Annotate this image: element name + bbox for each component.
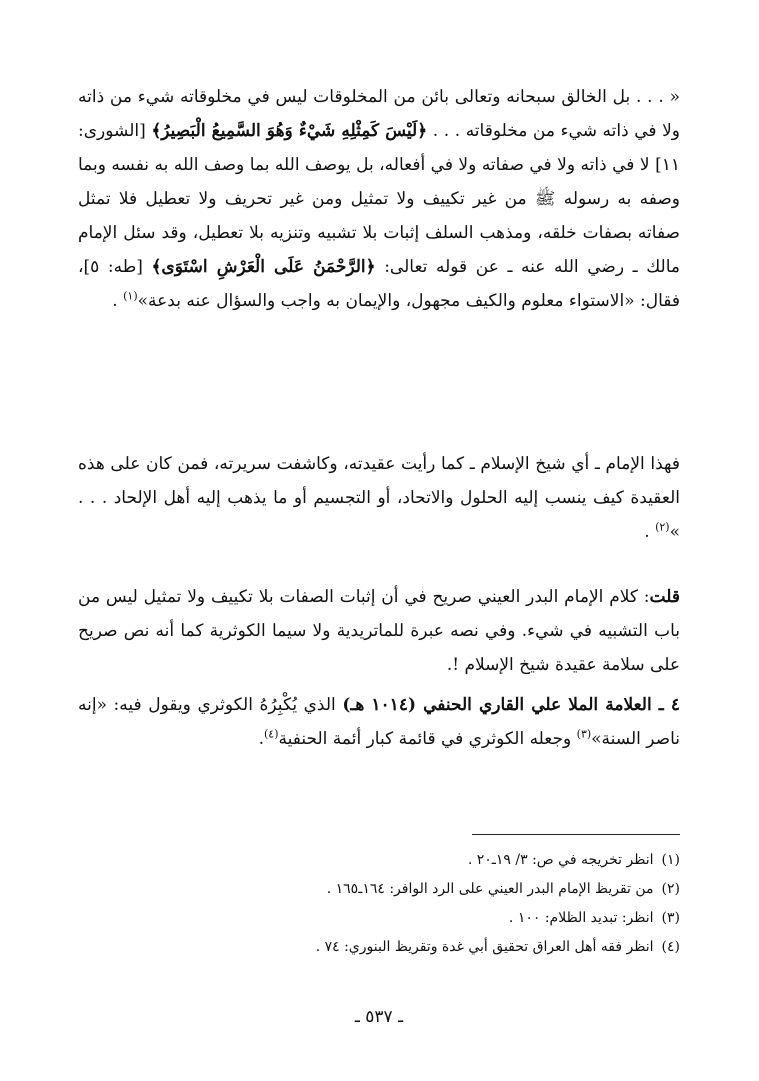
footnote-item (78, 933, 680, 962)
footnote-ref[interactable]: (٢) (655, 520, 670, 534)
footnote-ref[interactable]: (٤) (264, 727, 279, 741)
text-segment: . (112, 291, 124, 311)
footnote-text: انظر تخريجه في ص: ٣/ ١٩ـ٢٠ . (467, 852, 654, 868)
document-page (78, 62, 680, 1062)
text-segment: . (644, 522, 656, 542)
text-segment: الذي يُكْبِرُهُ الكوثري ويقول فيه: «إنه ناصر السنة» (78, 695, 680, 749)
page-number: ـ ٥٣٧ ـ (354, 1007, 404, 1027)
paragraph-conclusion (78, 447, 680, 549)
entry-heading: ٤ ـ العلامة الملا علي القاري الحنفي (١٠١٤ هـ) (342, 695, 680, 715)
comment-lead: قلت (649, 587, 680, 607)
paragraph-comment (78, 580, 680, 682)
quran-verse: ﴿الرَّحْمَنُ عَلَى الْعَرْشِ اسْتَوَى﴾ (151, 257, 376, 277)
footnote-item (78, 875, 680, 904)
footnote-text: من تقريظ الإمام البدر العيني على الرد الوافر: ١٦٤ـ١٦٥ . (326, 881, 654, 897)
text-segment: . (258, 729, 264, 749)
footnote-number: (١) (661, 852, 680, 868)
text-segment: [طه: ٥]، فقال: «الاستواء معلوم والكيف مجهول، والإيمان به واجب والسؤال عنه بدعة» (78, 257, 680, 311)
footnote-item (78, 904, 680, 933)
paragraph-entry (78, 688, 680, 756)
footnote-text: انظر: تبديد الظلام: ١٠٠ . (508, 910, 654, 926)
footnote-item (78, 846, 680, 875)
quran-verse: ﴿لَيْسَ كَمِثْلِهِ شَيْءٌ وَهُوَ السَّمِيعُ الْبَصِيرُ﴾ (151, 121, 428, 141)
footnote-divider (472, 834, 680, 835)
paragraph-quote (78, 80, 680, 318)
footnote-list (78, 846, 680, 962)
text-segment: « . . . بل الخالق سبحانه وتعالى بائن من المخلوقات ليس في مخلوقاته شيء من ذاته ولا في ذاته شيء من مخلوقاته . . . (78, 87, 681, 141)
text-segment: : كلام الإمام البدر العيني صريح في أن إثبات الصفات بلا تكييف ولا تمثيل ليس من باب التشبيه في شيء. وفي نصه عبرة للماتريدية ولا سيما الكوثرية كما أنه نص صريح على سلامة عقيدة شيخ الإسلام !. (78, 587, 680, 675)
text-segment: [الشورى: ١١] لا في ذاته ولا في صفاته ولا في أفعاله، بل يوصف الله بما وصف الله به نفسه وبما وصفه به رسوله ﷺ من غير تكييف ولا تمثيل ومن غير تحريف ولا تعطيل فلا تمثل صفاته بصفات خلقه، ومذهب السلف إثبات بلا تشبيه وتنزيه بلا تعطيل، وقد سئل الإمام مالك ـ رضي الله عنه ـ عن قوله تعالى: (78, 121, 680, 277)
text-segment: فهذا الإمام ـ أي شيخ الإسلام ـ كما رأيت عقيدته، وكاشفت سريرته، فمن كان على هذه العقيدة كيف ينسب إليه الحلول والاتحاد، أو التجسيم أو ما يذهب إليه أهل الإلحاد . . . » (78, 454, 680, 542)
footnote-number: (٢) (661, 881, 680, 897)
footnote-text: انظر فقه أهل العراق تحقيق أبي غدة وتقريظ البنوري: ٧٤ . (315, 939, 654, 955)
footnote-ref[interactable]: (٣) (576, 727, 592, 741)
text-segment: وجعله الكوثري في قائمة كبار أئمة الحنفية (278, 729, 577, 749)
footnote-number: (٤) (661, 939, 680, 955)
footnote-number: (٣) (661, 910, 680, 926)
footnote-ref[interactable]: (١) (123, 289, 138, 303)
